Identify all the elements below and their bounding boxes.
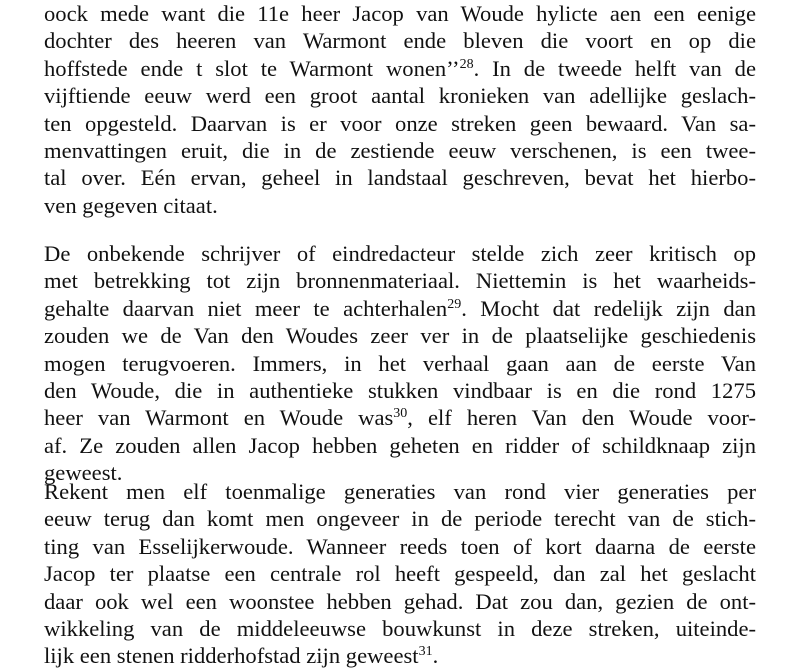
line-text-continued: , elf heren Van den Woude voor- <box>407 405 756 431</box>
line-text: hoffstede ende t slot te Warmont wonen’’ <box>44 55 460 81</box>
line-text-continued: . Mocht dat redelijk zijn dan <box>461 295 756 321</box>
text-line <box>44 478 756 505</box>
footnote-reference: 30 <box>393 406 408 422</box>
text-line <box>44 82 756 109</box>
text-line <box>44 560 756 587</box>
line-text: Jacop ter plaatse een centrale rol heeft gespeeld, dan zal het geslacht <box>44 561 756 587</box>
line-text: met betrekking tot zijn bronnenmateriaal. Niettemin is het waarheids- <box>44 268 756 294</box>
text-line <box>44 267 756 294</box>
line-text: wikkeling van de middeleeuwse bouwkunst in deze streken, uiteinde- <box>44 616 756 642</box>
text-line <box>44 432 756 459</box>
line-text-continued: . In de tweede helft van de <box>473 55 756 81</box>
text-line <box>44 533 756 560</box>
line-text: geweest. <box>44 460 123 486</box>
footnote-reference: 29 <box>447 296 462 312</box>
paragraph-1 <box>44 0 756 219</box>
text-line <box>44 110 756 137</box>
text-line <box>44 164 756 191</box>
text-line <box>44 377 756 404</box>
paragraph-2 <box>44 240 756 487</box>
line-text: heer van Warmont en Woude was <box>44 405 394 431</box>
line-text: ten opgesteld. Daarvan is er voor onze streken geen bewaard. Van sa- <box>44 110 756 136</box>
line-text: Rekent men elf toenmalige generaties van rond vier generaties per <box>44 479 756 504</box>
line-text: mogen terugvoeren. Immers, in het verhaal gaan aan de eerste Van <box>44 350 756 376</box>
text-line <box>44 588 756 615</box>
text-line <box>44 55 756 82</box>
footnote-reference: 31 <box>418 644 433 660</box>
text-line <box>44 27 756 54</box>
text-line <box>44 404 756 431</box>
text-line <box>44 240 756 267</box>
text-line <box>44 295 756 322</box>
text-line <box>44 0 756 27</box>
text-line <box>44 350 756 377</box>
paragraph-3 <box>44 478 756 670</box>
line-text: lijk een stenen ridderhofstad zijn geweest <box>44 643 419 669</box>
line-text: vijftiende eeuw werd een groot aantal kronieken van adellijke geslach- <box>44 83 756 109</box>
text-line <box>44 505 756 532</box>
line-text: gehalte daarvan niet meer te achterhalen <box>44 295 448 321</box>
line-text: eeuw terug dan komt men ongeveer in de periode terecht van de stich- <box>44 506 756 532</box>
line-text: dochter des heeren van Warmont ende bleven die voort en op die <box>44 28 756 54</box>
line-text: daar ook wel een woonstee hebben gehad. Dat zou dan, gezien de ont- <box>44 588 756 614</box>
text-line <box>44 615 756 642</box>
line-text: oock mede want die 11e heer Jacop van Woude hylicte aen een eenige <box>44 1 756 26</box>
line-text: ting van Esselijkerwoude. Wanneer reeds toen of kort daarna de eerste <box>44 533 756 559</box>
footnote-reference: 28 <box>459 56 474 72</box>
line-text: af. Ze zouden allen Jacop hebben geheten en ridder of schildknaap zijn <box>44 432 756 458</box>
text-line <box>44 192 756 219</box>
text-line <box>44 642 756 669</box>
line-text-continued: . <box>432 643 439 669</box>
line-text: De onbekende schrijver of eindredacteur stelde zich zeer kritisch op <box>44 241 756 266</box>
line-text: zouden we de Van den Woudes zeer ver in de plaatselijke geschiedenis <box>44 323 756 349</box>
line-text: menvattingen eruit, die in de zestiende eeuw verschenen, is een twee- <box>44 138 756 164</box>
text-line <box>44 137 756 164</box>
text-line <box>44 322 756 349</box>
line-text: den Woude, die in authentieke stukken vindbaar is en die rond 1275 <box>44 378 756 404</box>
line-text: ven gegeven citaat. <box>44 192 218 218</box>
line-text: tal over. Eén ervan, geheel in landstaal geschreven, bevat het hierbo- <box>44 165 756 191</box>
